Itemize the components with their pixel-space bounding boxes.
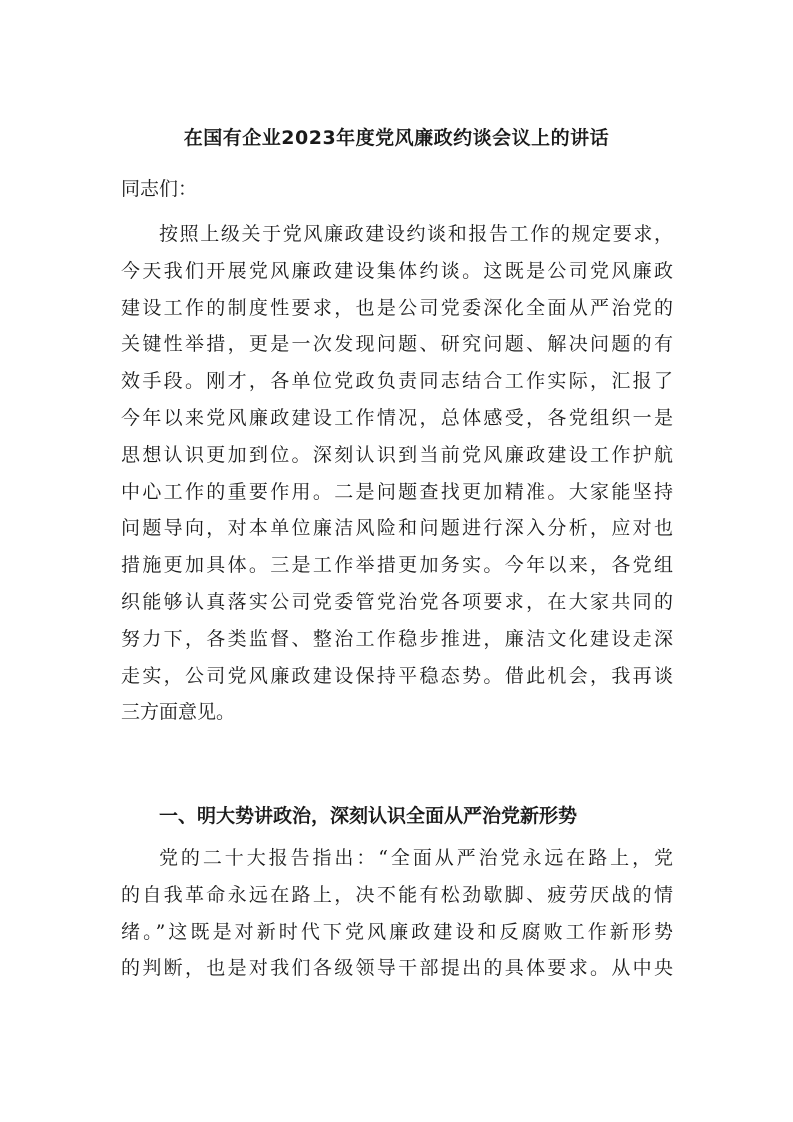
paragraph-line: 努力下，各类监督、整治工作稳步推进，廉洁文化建设走深 bbox=[121, 627, 673, 650]
salutation: 同志们： bbox=[121, 178, 198, 200]
paragraph-intro bbox=[121, 216, 673, 731]
paragraph-line: 绪。”这既是对新时代下党风廉政建设和反腐败工作新形势 bbox=[121, 920, 673, 943]
paragraph-line: 织能够认真落实公司党委管党治党各项要求，在大家共同的 bbox=[121, 590, 673, 613]
paragraph-line: 问题导向，对本单位廉洁风险和问题进行深入分析，应对也 bbox=[121, 517, 673, 540]
paragraph-line: 按照上级关于党风廉政建设约谈和报告工作的规定要求， bbox=[159, 223, 673, 245]
paragraph-line: 关键性举措，更是一次发现问题、研究问题、解决问题的有 bbox=[121, 333, 673, 356]
section-heading: 一、明大势讲政治，深刻认识全面从严治党新形势 bbox=[159, 805, 578, 827]
paragraph-line: 今年以来党风廉政建设工作情况，总体感受，各党组织一是 bbox=[121, 406, 673, 429]
paragraph-line: 思想认识更加到位。深刻认识到当前党风廉政建设工作护航 bbox=[121, 443, 673, 466]
paragraph-line: 的判断，也是对我们各级领导干部提出的具体要求。从中央 bbox=[121, 957, 673, 980]
paragraph-line: 党的二十大报告指出：“全面从严治党永远在路上，党 bbox=[159, 847, 673, 869]
paragraph-line: 的自我革命永远在路上，决不能有松劲歇脚、疲劳厌战的情 bbox=[121, 883, 673, 906]
paragraph-line: 走实，公司党风廉政建设保持平稳态势。借此机会，我再谈 bbox=[121, 664, 673, 687]
paragraph-line: 建设工作的制度性要求，也是公司党委深化全面从严治党的 bbox=[121, 296, 673, 319]
paragraph-line: 中心工作的重要作用。二是问题查找更加精准。大家能坚持 bbox=[121, 480, 673, 503]
document-title: 在国有企业2023年度党风廉政约谈会议上的讲话 bbox=[183, 127, 610, 149]
paragraph-line: 措施更加具体。三是工作举措更加务实。今年以来，各党组 bbox=[121, 554, 673, 577]
paragraph-line: 三方面意见。 bbox=[121, 701, 236, 724]
paragraph-section1 bbox=[121, 840, 673, 987]
paragraph-line: 效手段。刚才，各单位党政负责同志结合工作实际，汇报了 bbox=[121, 370, 673, 393]
paragraph-line: 今天我们开展党风廉政建设集体约谈。这既是公司党风廉政 bbox=[121, 259, 673, 282]
